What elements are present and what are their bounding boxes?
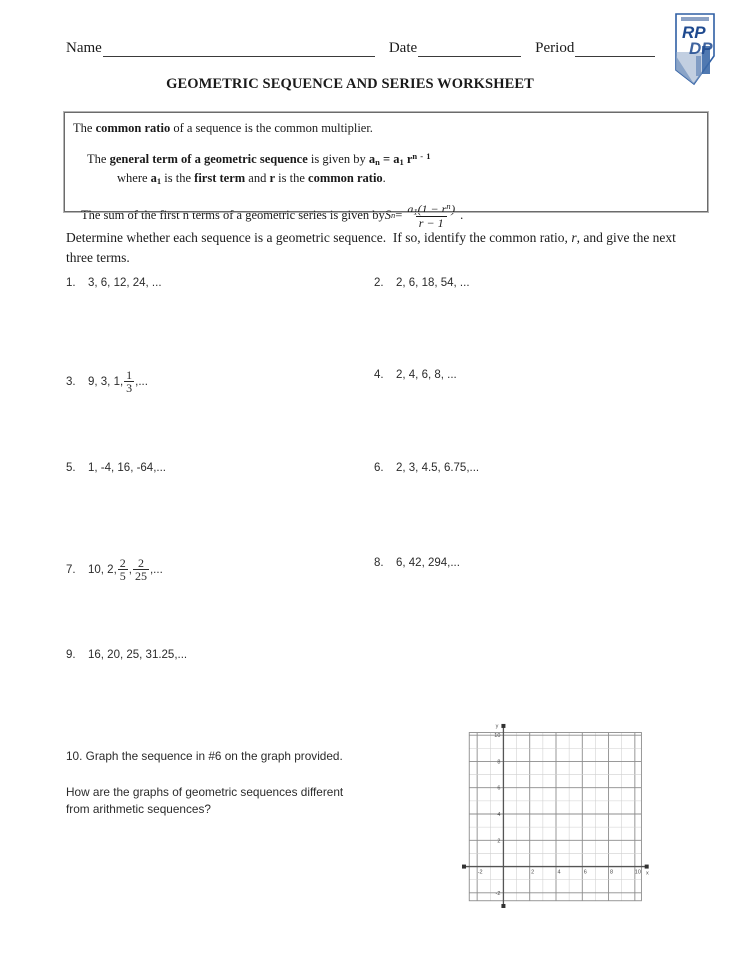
fl2-an: a — [368, 151, 376, 166]
problem-7 — [66, 557, 163, 582]
fl4-num-a-sub: 1 — [413, 206, 418, 217]
formula-line-where — [73, 170, 697, 187]
problem-2 — [374, 277, 470, 289]
fl4-S-sub: n — [391, 209, 396, 220]
problem-9 — [66, 649, 187, 661]
problem-1-sequence: 3, 6, 12, 24, ... — [88, 277, 162, 289]
problem-5-sequence: 1, -4, 16, -64,... — [88, 462, 166, 474]
fl3-a1-sub: 1 — [156, 176, 162, 187]
name-blank-line[interactable] — [103, 43, 375, 57]
sum-formula-fraction — [404, 202, 458, 230]
svg-text:6: 6 — [583, 869, 587, 876]
svg-text:4: 4 — [557, 869, 561, 876]
problem-2-sequence: 2, 6, 18, 54, ... — [396, 277, 470, 289]
fl1-c: of a sequence is the common multiplier. — [170, 121, 373, 135]
fl1-a: The — [73, 121, 96, 135]
period-blank-line[interactable] — [575, 43, 655, 57]
date-label: Date — [388, 40, 418, 56]
problem-4-number: 4. — [374, 369, 384, 381]
problem-3-number: 3. — [66, 375, 76, 388]
fl3-h: . — [382, 171, 386, 186]
fl2-b: general term of a geometric sequence — [109, 151, 308, 166]
problem-7-fraction-2-numerator: 2 — [137, 555, 144, 570]
fl3-e: r — [269, 171, 276, 186]
question-10-line-3: from arithmetic sequences? — [66, 802, 211, 817]
problem-7-fraction-2 — [133, 557, 149, 582]
svg-text:2: 2 — [531, 869, 535, 876]
problem-3-fraction-numerator: 1 — [126, 367, 133, 382]
problem-7-sequence — [88, 557, 163, 582]
problem-1 — [66, 277, 162, 289]
svg-text:2: 2 — [497, 838, 501, 845]
fl1-b: common ratio — [95, 121, 171, 135]
svg-text:-2: -2 — [495, 890, 501, 897]
fl4-num-rest: (1 − r — [417, 201, 447, 216]
question-10-block — [66, 748, 396, 819]
period-label: Period — [535, 40, 575, 56]
formula-line-general-term — [73, 151, 697, 168]
fl4-eq: = — [395, 208, 403, 223]
fl2-exp: n - 1 — [412, 151, 431, 162]
sum-denominator: r − 1 — [416, 216, 447, 230]
coordinate-graph[interactable] — [458, 716, 654, 912]
problem-2-number: 2. — [374, 277, 384, 289]
problem-7-separator: , — [128, 563, 132, 576]
fl3-g: common ratio — [308, 171, 383, 186]
svg-text:RP: RP — [682, 23, 706, 42]
problem-8 — [374, 557, 460, 569]
problem-3-sequence — [88, 369, 148, 394]
page-title: GEOMETRIC SEQUENCE AND SERIES WORKSHEET — [166, 76, 534, 92]
sum-numerator — [404, 202, 458, 217]
fl3-a1: a — [150, 171, 157, 186]
question-10-line-1: 10. Graph the sequence in #6 on the graph provided. — [66, 749, 343, 763]
problem-4-sequence: 2, 4, 6, 8, ... — [396, 369, 457, 381]
problem-7-number: 7. — [66, 563, 76, 576]
fl4-a: The sum of the first n terms of a geometric series is given by — [81, 208, 385, 223]
fl4-period: . — [460, 208, 464, 223]
problem-6 — [374, 462, 479, 474]
fl2-r: r — [403, 151, 413, 166]
problem-7-fraction-1-numerator: 2 — [119, 555, 126, 570]
directions-text: Determine whether each sequence is a geometric sequence. If so, identify the common ratio, r, and give the next three terms. — [66, 230, 676, 265]
fl3-a: where — [117, 171, 151, 186]
problem-7-suffix: ,... — [149, 563, 163, 576]
fl3-b: is the — [161, 171, 195, 186]
svg-text:-2: -2 — [477, 869, 483, 876]
problem-9-number: 9. — [66, 649, 76, 661]
fl4-S: S — [384, 208, 391, 223]
fl4-num-exp: n — [446, 200, 452, 211]
formula-line-common-ratio — [73, 120, 697, 137]
question-10-line-2: How are the graphs of geometric sequences different — [66, 784, 344, 799]
directions-italic-r: r — [571, 230, 577, 245]
svg-text:4: 4 — [497, 812, 501, 818]
problem-7-fraction-2-denominator: 25 — [134, 568, 147, 583]
problem-7-fraction-1 — [118, 557, 128, 582]
formula-line-sum — [73, 202, 697, 230]
svg-text:6: 6 — [497, 785, 501, 792]
problem-3-suffix: ,... — [135, 375, 148, 388]
svg-text:8: 8 — [610, 869, 614, 876]
problem-6-sequence: 2, 3, 4.5, 6.75,... — [396, 462, 480, 474]
problem-9-sequence: 16, 20, 25, 31.25,... — [88, 649, 188, 661]
problem-7-fraction-1-denominator: 5 — [119, 568, 126, 583]
problem-3-fraction-denominator: 3 — [126, 380, 133, 395]
svg-text:10: 10 — [634, 869, 641, 876]
fl3-d: and — [245, 171, 270, 186]
fl3-f: is the — [275, 171, 309, 186]
formula-reference-box — [64, 112, 708, 231]
problem-5 — [66, 462, 166, 474]
problem-6-number: 6. — [374, 462, 384, 474]
problem-3-fraction — [124, 369, 134, 394]
svg-text:10: 10 — [494, 733, 501, 740]
fl3-c: first term — [194, 171, 246, 186]
name-label: Name — [66, 40, 102, 56]
problem-8-sequence: 6, 42, 294,... — [396, 557, 460, 569]
problem-5-number: 5. — [66, 462, 76, 474]
problem-4 — [374, 369, 457, 381]
student-info-row — [66, 40, 666, 57]
problem-3 — [66, 369, 148, 394]
problem-7-prefix: 10, 2, — [88, 563, 117, 576]
problem-8-number: 8. — [374, 557, 384, 569]
svg-text:x: x — [645, 870, 649, 877]
rpdp-logo — [672, 12, 718, 86]
fl2-a: The — [87, 151, 110, 166]
svg-text:y: y — [495, 723, 499, 730]
problem-3-prefix: 9, 3, 1, — [88, 375, 124, 388]
fl4-num-a: a — [407, 201, 414, 216]
problem-1-number: 1. — [66, 277, 76, 289]
fl2-c: is given by — [307, 151, 369, 166]
svg-text:8: 8 — [497, 759, 501, 766]
svg-text:DP: DP — [689, 39, 713, 58]
fl2-eq: = a — [379, 151, 400, 166]
fl4-num-close: ) — [451, 201, 456, 216]
date-blank-line[interactable] — [418, 43, 521, 57]
fl2-a1-sub: 1 — [399, 156, 404, 167]
fl2-an-sub: n — [375, 156, 380, 167]
